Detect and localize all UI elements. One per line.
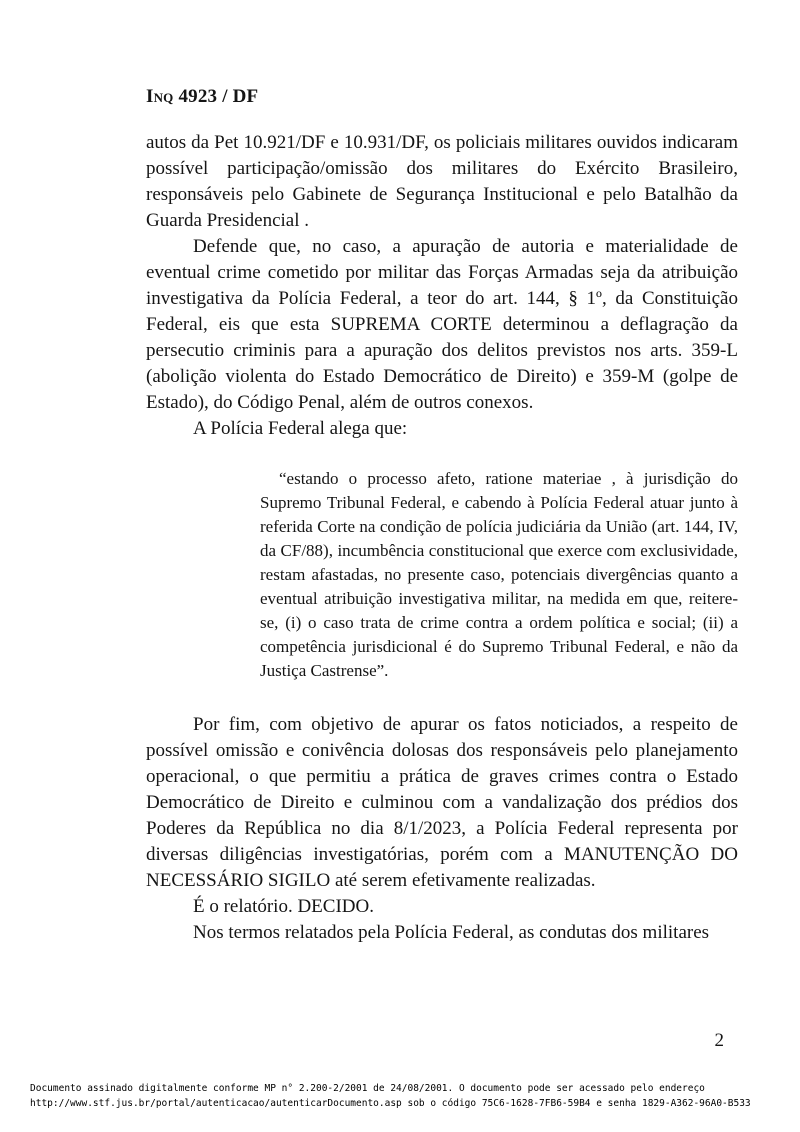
- paragraph-alega: A Polícia Federal alega que:: [193, 418, 408, 439]
- footer-line-1: Documento assinado digitalmente conforme MP n° 2.200-2/2001 de 24/08/2001. O documento pode ser acessado pelo endereço: [30, 1083, 705, 1094]
- page-number: 2: [714, 1030, 724, 1051]
- paragraph-nos-termos: Nos termos relatados pela Polícia Federal, as condutas dos militares: [193, 922, 710, 943]
- paragraph-continuation: autos da Pet 10.921/DF e 10.931/DF, os policiais militares ouvidos indicaram possível participação/omissão dos militares do Exército Brasileiro, responsáveis pelo Gabinete de Segurança Institucional e pelo Batalhão da Guarda Presidencial .: [146, 132, 738, 231]
- document-body: [146, 130, 738, 946]
- case-header: [146, 86, 258, 108]
- case-number-suffix: 4923 / DF: [178, 86, 259, 107]
- paragraph-por-fim: Por fim, com objetivo de apurar os fatos noticiados, a respeito de possível omissão e conivência dolosas dos responsáveis pelo planejamento operacional, o que permitiu a prática de graves crimes contra o Estado Democrático de Direito e culminou com a vandalização dos prédios dos Poderes da República no dia 8/1/2023, a Polícia Federal representa por diversas diligências investigatórias, porém com a MANUTENÇÃO DO NECESSÁRIO SIGILO até serem efetivamente realizadas.: [146, 714, 738, 891]
- quote-block: “estando o processo afeto, ratione materiae , à jurisdição do Supremo Tribunal Federal, e cabendo à Polícia Federal atuar junto à referida Corte na condição de polícia judiciária da União (art. 144, IV, da CF/88), incumbência constitucional que exerce com exclusividade, restam afastadas, no presente caso, potenciais divergências quanto a eventual atribuição investigativa militar, na medida em que, reitere-se, (i) o caso trata de crime contra a ordem política e social; (ii) a competência jurisdicional é do Supremo Tribunal Federal, e não da Justiça Castrense”.: [260, 469, 738, 680]
- paragraph-relatorio: É o relatório. DECIDO.: [193, 896, 374, 917]
- signature-footer: [30, 1081, 751, 1111]
- footer-line-2: http://www.stf.jus.br/portal/autenticacao/autenticarDocumento.asp sob o código 75C6-1628-7FB6-59B4 e senha 1829-A362-96A0-B533: [30, 1098, 751, 1109]
- paragraph-defende: Defende que, no caso, a apuração de autoria e materialidade de eventual crime cometido por militar das Forças Armadas seja da atribuição investigativa da Polícia Federal, a teor do art. 144, § 1º, da Constituição Federal, eis que esta SUPREMA CORTE determinou a deflagração da persecutio criminis para a apuração dos delitos previstos nos arts. 359-L (abolição violenta do Estado Democrático de Direito) e 359-M (golpe de Estado), do Código Penal, além de outros conexos.: [146, 236, 738, 413]
- case-number-prefix: Inq: [146, 86, 174, 107]
